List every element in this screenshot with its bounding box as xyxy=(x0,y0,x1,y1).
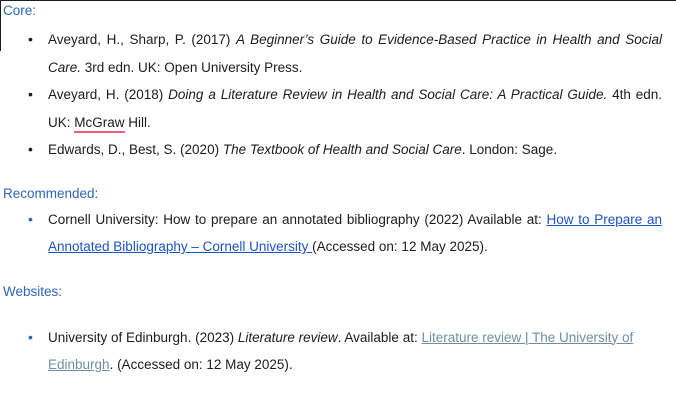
text-run: The Textbook of Health and Social Care xyxy=(222,142,462,157)
bullet-icon: • xyxy=(28,210,33,227)
text-run: A Beginner’s Guide to Evidence-Based Practice in Health and Social Care. xyxy=(48,32,662,75)
reference-item xyxy=(28,136,662,164)
text-run: Doing a Literature Review in Health and Social Care: A Practical Guide. xyxy=(168,87,608,102)
hyperlink[interactable]: Literature review | The University of Edinburgh xyxy=(48,329,634,372)
reference-list-recommended xyxy=(3,206,662,261)
section-heading-websites: Websites: xyxy=(3,283,63,299)
section-heading-core: Core: xyxy=(3,3,37,18)
reference-item xyxy=(28,81,663,136)
text-run: . Available at: xyxy=(337,329,422,345)
bullet-icon: • xyxy=(28,328,33,345)
text-run: 3rd edn. UK: Open University Press. xyxy=(81,59,303,75)
section-heading-recommended: Recommended: xyxy=(3,185,99,201)
text-run: University of Edinburgh. (2023) xyxy=(48,329,238,345)
hyperlink[interactable]: How to Prepare an Annotated Bibliography – Cornell University xyxy=(48,211,662,254)
section-core xyxy=(3,1,662,164)
text-run: 4th edn. UK: xyxy=(48,87,663,130)
bullet-icon: • xyxy=(28,141,33,157)
text-run: (Accessed on: 12 May 2025). xyxy=(312,239,488,254)
reference-item xyxy=(28,206,662,261)
text-run: Aveyard, H., Sharp, P. (2017) xyxy=(48,32,237,47)
text-run: Hill. xyxy=(124,114,151,130)
text-run: Aveyard, H. (2018) xyxy=(48,87,169,102)
text-run: Cornell University: How to prepare an annotated bibliography (2022) Available at: xyxy=(48,211,547,227)
reference-list-core xyxy=(3,26,662,164)
reference-list-websites xyxy=(3,324,662,379)
reference-item xyxy=(28,26,662,81)
text-run: Literature review xyxy=(237,329,338,345)
spellcheck-word: McGraw xyxy=(74,115,124,133)
section-websites xyxy=(3,282,662,379)
text-run: Edwards, D., Best, S. (2020) xyxy=(48,142,223,157)
table-border-left xyxy=(0,1,1,51)
section-recommended xyxy=(3,184,662,261)
text-run: . London: Sage. xyxy=(461,142,558,157)
bullet-icon: • xyxy=(28,31,33,47)
reference-item xyxy=(28,324,662,379)
text-run: . (Accessed on: 12 May 2025). xyxy=(109,357,293,372)
bullet-icon: • xyxy=(28,86,33,102)
